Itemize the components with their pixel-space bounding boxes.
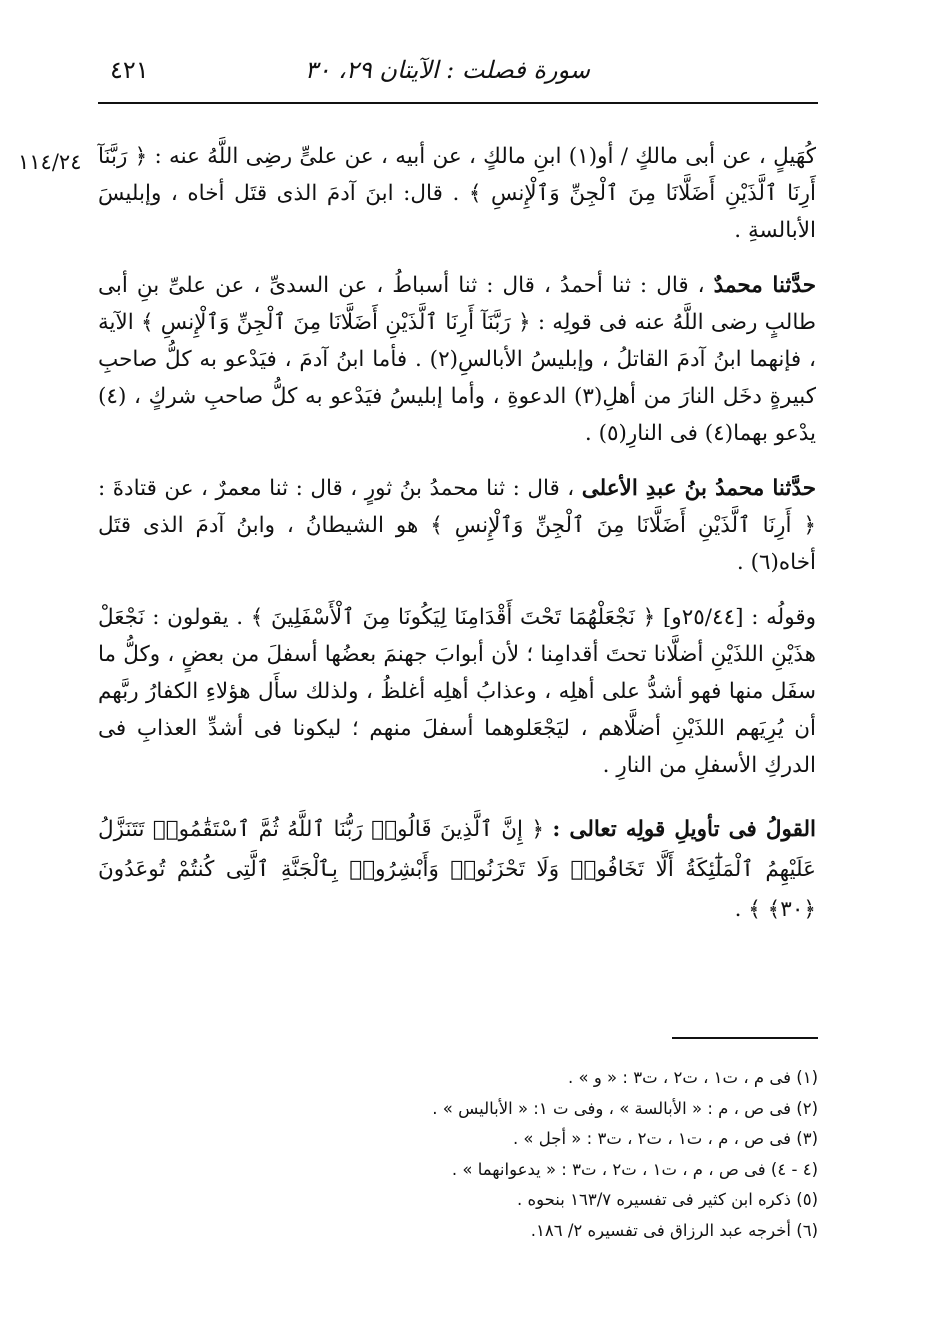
- paragraph-lead: حدَّثنا محمدُ بنُ عبدِ الأعلى: [581, 476, 816, 501]
- section-heading-paragraph: [98, 810, 816, 930]
- footnote-5: (٥) ذكره ابن كثير فى تفسيره ١٦٣/٧ بنحوه .: [516, 1190, 818, 1209]
- paragraph-body: ، قال : ثنا محمدُ بنُ ثورٍ ، قال : ثنا معمرٌ ، عن قتادةَ : ﴿ أَرِنَا ٱلَّذَيْنِ أَضَلَّانَا مِنَ ٱلْجِنِّ وَٱلْإِنسِ ﴾ هو الشيطانُ ، وابنُ آدمَ الذى قتَل أخاه(٦) .: [98, 476, 816, 575]
- paragraph-lead: حدَّثنا محمدٌ: [713, 273, 816, 298]
- footnote-1: (١) فى م ، ت١ ، ت٢ ، ت٣ : « و » .: [568, 1068, 818, 1087]
- paragraph-4: [98, 599, 816, 784]
- section-lead: القولُ فى تأويلِ قولِه تعالى :: [552, 817, 817, 842]
- paragraph-body: وقولُه : [٢٥/٤٤و] ﴿ نَجْعَلْهُمَا تَحْتَ أَقْدَامِنَا لِيَكُونَا مِنَ ٱلْأَسْفَلِينَ ﴾ . يقولون : نَجْعَلْ هذَيْنِ اللذَيْنِ أضلَّانا تحتَ أقدامِنا ؛ لأن أبوابَ جهنمَ بعضُها أسفلَ من بعضٍ ، وكلُّ ما سفَل منها فهو أشدُّ على أهلِه ، وعذابُ أهلِه أغلظُ ، ولذلك سأَل هؤلاءِ الكفارُ ربَّهم أن يُرِيَهم اللذَيْنِ أضلَّاهم ، ليَجْعَلوهما أسفلَ منهم ؛ ليكونا فى أشدِّ العذابِ فى الدركِ الأسفلِ من النارِ .: [98, 605, 816, 778]
- section-verse: ﴿ إِنَّ ٱلَّذِينَ قَالُوا۟ رَبُّنَا ٱللَّهُ ثُمَّ ٱسْتَقَٰمُوا۟ تَتَنَزَّلُ عَلَيْهِمُ ٱلْمَلَٰٓئِكَةُ أَلَّا تَخَافُوا۟ وَلَا تَحْزَنُوا۟ وَأَبْشِرُوا۟ بِٱلْجَنَّةِ ٱلَّتِى كُنتُمْ تُوعَدُونَ ﴿٣٠﴾ ﴾ .: [98, 817, 816, 922]
- paragraph-2: [98, 267, 816, 452]
- paragraph-3: [98, 470, 816, 581]
- page-header: [98, 50, 818, 94]
- footnote-4: (٤ - ٤) فى ص ، م ، ت١ ، ت٢ ، ت٣ : « يدعوانهما » .: [451, 1159, 818, 1179]
- main-text: [98, 138, 816, 948]
- paragraph-body: كُهَيلٍ ، عن أبى مالكٍ / أو(١) ابنِ مالكٍ ، عن أبيه ، عن علىٍّ رضِى اللَّهُ عنه : ﴿ رَبَّنَآ أَرِنَا ٱلَّذَيْنِ أَضَلَّانَا مِنَ ٱلْجِنِّ وَٱلْإِنسِ ﴾ . قال: ابنَ آدمَ الذى قتَل أخاه ، وإبليسَ الأبالسةِ .: [98, 144, 816, 243]
- footnote-rule: [672, 1037, 818, 1039]
- footnote-2: (٢) فى ص ، م : « الأبالسة » ، وفى ت ١: « الأباليس » .: [432, 1098, 818, 1118]
- header-rule: [98, 102, 818, 104]
- running-head: سورة فصلت : الآيتان ٢٩، ٣٠: [304, 56, 590, 84]
- margin-reference: ١١٤/٢٤: [18, 150, 82, 174]
- footnotes: [98, 1063, 818, 1246]
- footnote-3: (٣) فى ص ، م ، ت١ ، ت٢ ، ت٣ : « أجل » .: [512, 1129, 818, 1148]
- footnote-6: (٦) أخرجه عبد الرزاق فى تفسيره ٢/ ١٨٦.: [530, 1220, 818, 1240]
- paragraph-1: [98, 138, 816, 249]
- page-number: ٤٢١: [110, 56, 149, 84]
- paragraph-body: ، قال : ثنا أحمدُ ، قال : ثنا أسباطُ ، عن السدىِّ ، عن علىِّ بنِ أبى طالبٍ رضى اللَّهُ عنه فى قولِه : ﴿ رَبَّنَآ أَرِنَا ٱلَّذَيْنِ أَضَلَّانَا مِنَ ٱلْجِنِّ وَٱلْإِنسِ ﴾ الآية ، فإنهما ابنُ آدمَ القاتلُ ، وإبليسُ الأبالسِ(٢) . فأما ابنُ آدمَ ، فيَدْعو به كلُّ صاحبِ كبيرةٍ دخَل النارَ من أهلِ(٣) الدعوةِ ، وأما إبليسُ فيَدْعو به كلُّ صاحبِ شركٍ ، (٤) يدْعو بهما(٤) فى النارِ(٥) .: [98, 273, 816, 446]
